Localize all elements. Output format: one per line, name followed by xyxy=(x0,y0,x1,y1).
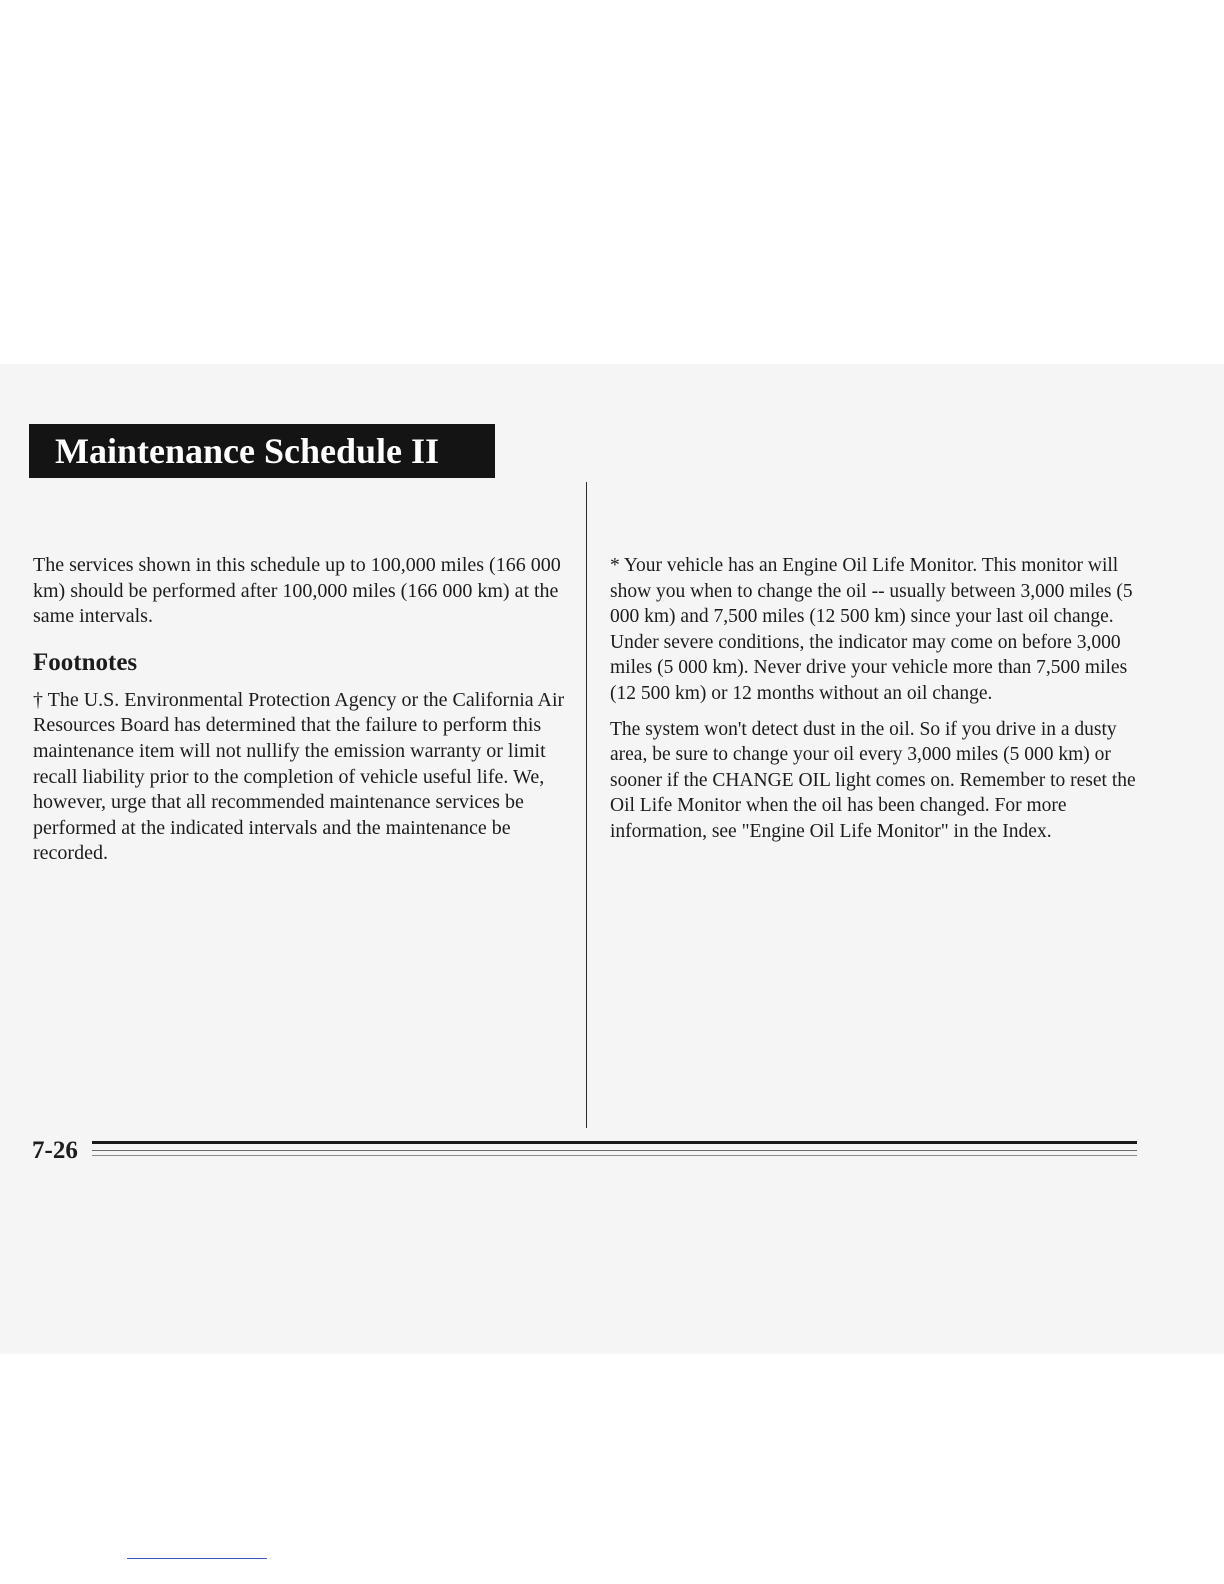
page-title: Maintenance Schedule II xyxy=(29,424,495,478)
bottom-edge-mark xyxy=(127,1558,267,1559)
left-column xyxy=(33,553,573,867)
footnotes-heading: Footnotes xyxy=(33,648,138,676)
footer-rule-thin-lower xyxy=(92,1155,1137,1156)
dust-note-paragraph: The system won't detect dust in the oil. So if you drive in a dusty area, be sure to change your oil every 3,000 miles (5 000 km) or sooner if the CHANGE OIL light comes on. Remember to reset the Oil Life Monitor when the oil has been changed. For more information, see "Engine Oil Life Monitor" in the Index. xyxy=(610,718,1136,842)
intro-paragraph: The services shown in this schedule up to 100,000 miles (166 000 km) should be performed after 100,000 miles (166 000 km) at the same intervals. xyxy=(33,554,561,628)
dagger-footnote: † The U.S. Environmental Protection Agency or the California Air Resources Board has determined that the failure to perform this maintenance item will not nullify the emission warranty or limit recall liability prior to the completion of vehicle useful life. We, however, urge that all recommended maintenance services be performed at the indicated intervals and the maintenance be recorded. xyxy=(33,688,565,865)
footer-rule-thick xyxy=(92,1141,1137,1144)
right-column xyxy=(610,553,1140,845)
column-divider xyxy=(586,482,587,1128)
asterisk-footnote: * Your vehicle has an Engine Oil Life Monitor. This monitor will show you when to change the oil -- usually between 3,000 miles (5 000 km) and 7,500 miles (12 500 km) since your last oil change. Under severe conditions, the indicator may come on before 3,000 miles (5 000 km). Never drive your vehicle more than 7,500 miles (12 500 km) or 12 months without an oil change. xyxy=(610,555,1133,704)
page-number: 7-26 xyxy=(32,1137,78,1164)
footer-rule-thin xyxy=(92,1150,1137,1151)
